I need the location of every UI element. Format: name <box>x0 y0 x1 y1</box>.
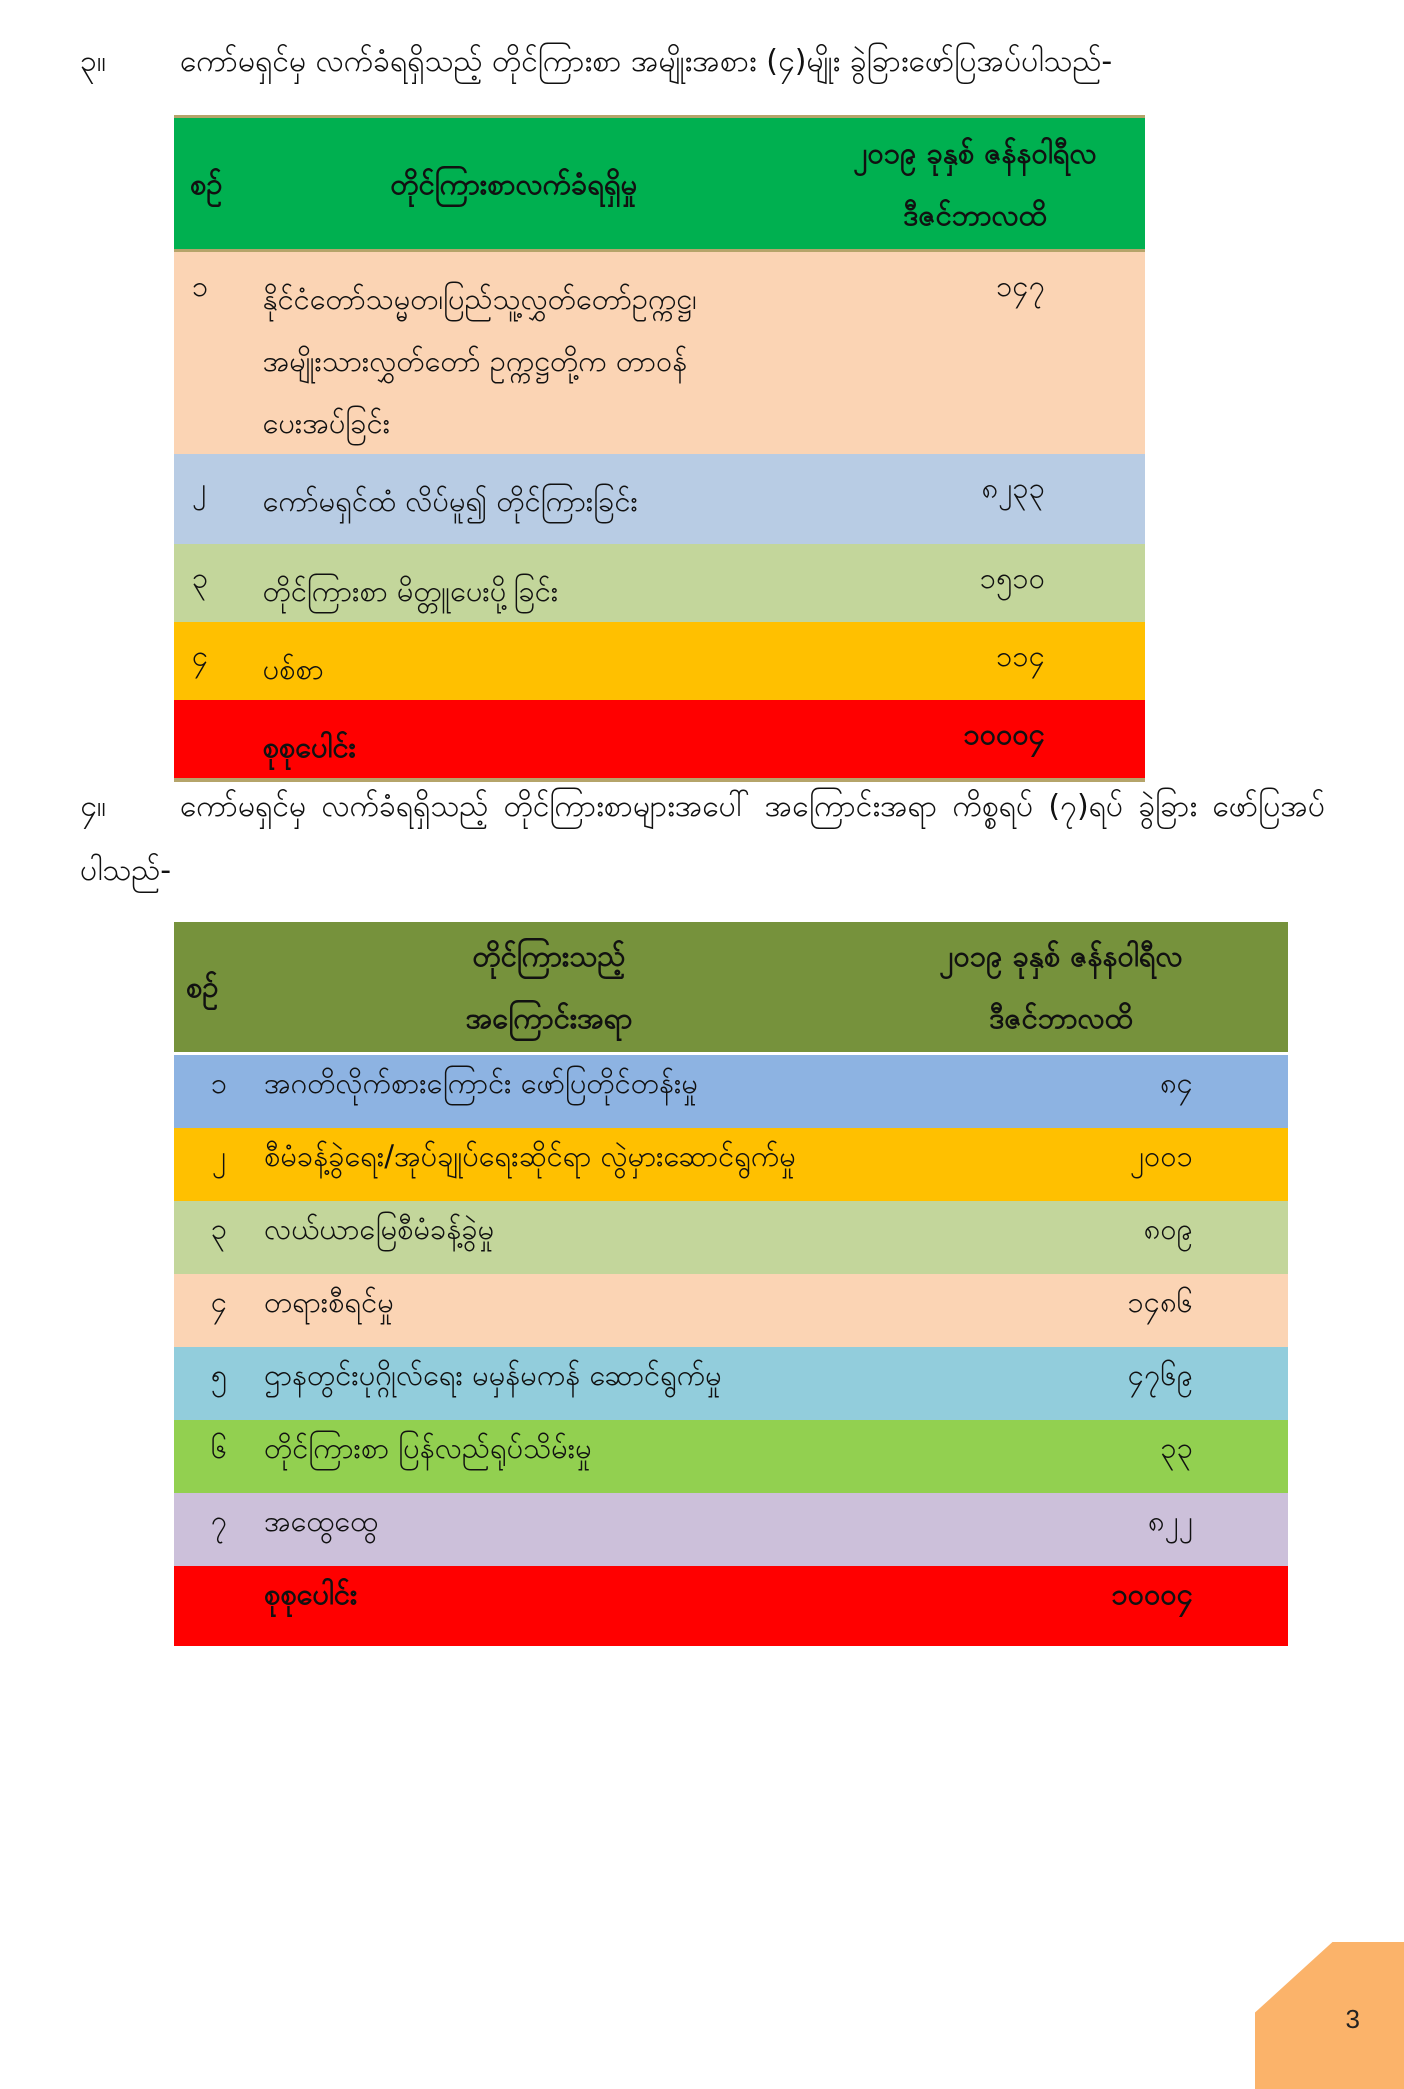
row-value: ၁၁၄ <box>996 639 1045 673</box>
row-number: ၄ <box>210 1285 228 1319</box>
total-row <box>174 700 1145 780</box>
row-value: ၈၂၃၃ <box>981 471 1045 505</box>
header-no: စဉ် <box>174 117 263 251</box>
header-no: စဉ် <box>174 922 264 1054</box>
row-value: ၈၀၉ <box>1143 1212 1193 1246</box>
table-row <box>174 1274 1288 1347</box>
header-category: တိုင်ကြားစာလက်ခံရရှိမှု <box>263 117 765 251</box>
row-number: ၂ <box>211 1139 227 1173</box>
page-number: 3 <box>1345 2004 1360 2034</box>
row-value: ၁၅၁၀ <box>979 561 1045 595</box>
row-value: ၁၄၈၆ <box>1127 1285 1193 1319</box>
row-number: ၆ <box>210 1431 228 1465</box>
header-value <box>765 117 1145 251</box>
table-row <box>174 251 1145 455</box>
table-row <box>174 1054 1288 1129</box>
row-category: အဂတိလိုက်စားကြောင်း ဖော်ပြတိုင်တန်းမှု <box>264 1066 698 1100</box>
row-category: စီမံခန့်ခွဲရေး/အုပ်ချုပ်ရေးဆိုင်ရာ လွဲမှားဆောင်ရွက်မှု <box>264 1139 796 1173</box>
row-number: ၃ <box>192 561 209 595</box>
row-category: နိုင်ငံတော်သမ္မတ၊ပြည်သူ့လွှတ်တော်ဥက္ကဋ္ဌ၊ အမျိုးသားလွှတ်တော် ဥက္ကဋ္ဌတို့က တာဝန်ပေးအပ်ခြင်း <box>262 282 697 440</box>
row-number: ၃ <box>210 1212 228 1246</box>
paragraph-text: ကော်မရှင်မှ လက်ခံရရှိသည့် တိုင်ကြားစာများအပေါ် အကြောင်းအရာ ကိစ္စရပ် (၇)ရပ် ခွဲခြား ဖော်ပြအပ်ပါသည်- <box>80 789 1325 888</box>
total-value: ၁၀၀၀၄ <box>1111 1577 1193 1611</box>
paragraph-number: ၃။ <box>80 44 106 79</box>
row-value: ၂၀၀၁ <box>1129 1139 1193 1173</box>
complaint-subject-table <box>174 922 1288 1646</box>
row-number: ၁ <box>210 1066 228 1100</box>
row-category: တရားစီရင်မှု <box>264 1285 394 1319</box>
total-row <box>174 1566 1288 1646</box>
row-number: ၇ <box>210 1504 228 1538</box>
table-row <box>174 454 1145 544</box>
page-corner-decoration <box>1255 1942 1404 2089</box>
row-value: ၄၇၆၉ <box>1127 1358 1193 1392</box>
paragraph-number: ၄။ <box>80 789 106 824</box>
header-value-text: ၂၀၁၉ ခုနှစ် ဇန်နဝါရီလ ဒီဇင်ဘာလထိ <box>939 939 1183 1035</box>
table-row <box>174 1128 1288 1201</box>
row-number: ၄ <box>192 639 209 673</box>
table-row <box>174 622 1145 700</box>
row-category: လယ်ယာမြေစီမံခန့်ခွဲမှု <box>264 1212 495 1246</box>
row-value: ၈၄ <box>1160 1066 1193 1100</box>
row-category: ကော်မရှင်ထံ လိပ်မူ၍ တိုင်ကြားခြင်း <box>262 484 638 518</box>
row-category: တိုင်ကြားစာ မိတ္တူပေးပို့ခြင်း <box>262 574 559 608</box>
row-value: ၈၂၂ <box>1147 1504 1193 1538</box>
paragraph-text: ကော်မရှင်မှ လက်ခံရရှိသည့် တိုင်ကြားစာ အမျိုးအစား (၄)မျိုး ခွဲခြားဖော်ပြအပ်ပါသည်- <box>180 44 1113 79</box>
table-header-row <box>174 922 1288 1054</box>
total-number-cell <box>174 700 263 780</box>
row-value: ၁၄၇ <box>996 269 1045 303</box>
table-header-row <box>174 117 1145 251</box>
total-number-cell <box>174 1566 264 1646</box>
row-number: ၁ <box>192 269 209 303</box>
total-value: ၁၀၀၀၄ <box>963 717 1045 751</box>
row-category: ပစ်စာ <box>262 652 324 686</box>
row-category: အထွေထွေ <box>264 1504 379 1538</box>
row-number: ၅ <box>210 1358 228 1392</box>
paragraph-3 <box>80 30 1325 94</box>
table-row <box>174 1493 1288 1566</box>
paragraph-4 <box>80 775 1325 903</box>
header-category <box>264 922 834 1054</box>
row-value: ၃၃ <box>1160 1431 1193 1465</box>
row-number: ၂ <box>192 471 207 505</box>
table-row <box>174 544 1145 622</box>
header-category-text: တိုင်ကြားသည့် အကြောင်းအရာ <box>465 939 633 1035</box>
table-row <box>174 1420 1288 1493</box>
table-row <box>174 1201 1288 1274</box>
total-label: စုစုပေါင်း <box>262 730 356 764</box>
row-category: တိုင်ကြားစာ ပြန်လည်ရုပ်သိမ်းမှု <box>264 1431 592 1465</box>
header-value <box>834 922 1288 1054</box>
table-row <box>174 1347 1288 1420</box>
total-label: စုစုပေါင်း <box>264 1577 358 1611</box>
row-category: ဌာနတွင်းပုဂ္ဂိုလ်ရေး မမှန်မကန် ဆောင်ရွက်မှု <box>264 1358 722 1392</box>
complaint-source-table <box>174 115 1145 782</box>
header-value-text: ၂၀၁၉ ခုနှစ် ဇန်နဝါရီလ ဒီဇင်ဘာလထိ <box>853 135 1097 232</box>
